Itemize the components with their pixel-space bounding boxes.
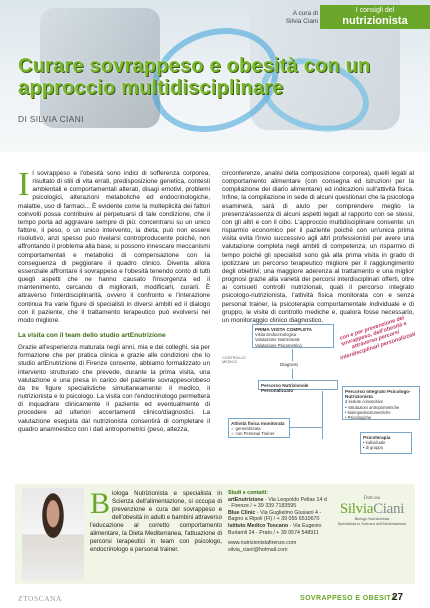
- author-bio: [90, 487, 222, 554]
- first-visit-box: [252, 324, 334, 348]
- physical-activity-box: [228, 418, 290, 438]
- section-heading: La visita con il team dello studio artEnutrizione: [18, 331, 166, 339]
- hero-image: [0, 0, 430, 152]
- footer-section-name: SOVRAPPESO E OBESITÀ: [300, 595, 397, 602]
- diagram-callout: con e per prevenzione del sovrappeso, dell'obesità e attraverso percorsi interdisciplinari personalizzati: [339, 315, 417, 362]
- studio-entry: [228, 523, 328, 536]
- studios-contacts: [228, 490, 328, 553]
- psychotherapy-line: • di gruppo: [363, 445, 384, 451]
- flow-arrow: [292, 349, 293, 361]
- email-link[interactable]: silvia_ciani@hotmail.com: [228, 546, 288, 553]
- bio-drop-cap: B: [90, 487, 111, 520]
- integrated-path-line: • Psicologiche: [345, 415, 372, 421]
- studio-name: artEnutrizione: [228, 496, 264, 503]
- medical-control-label: CONTROLLO MEDICO: [222, 356, 246, 364]
- psychotherapy-box: [360, 432, 412, 454]
- author-credit: [258, 10, 318, 26]
- intro-text: l sovrappeso e l'obesità sono indici di sofferenza corporea, risultato di stili di vita errati, predisposizione genetica, contesti ambientali e comportamentali alterati, disagi emotivi, problemi psicologici, alterazioni metaboliche ed endocrinologiche, malattie, uso di farmaci... È evidente come la molteplicità dei fattori coinvolti possa contribuire al perpetuarsi di tale condizione, che il tempo porta ad aggravare sempre di più: concentrarsi su un unico fattore, il peso, o un unico intervento, la dieta, può non essere risolutivo, anzi spesso può rivelarsi controproducente poiché, non affrontando il problema alla base, si possono innescare meccanismi comportamentali e metabolici di compensazione con la conseguenza di peggiorare il quadro clinico. Diventa allora essenziale affrontare il sovrappeso e l'obesità tenendo conto di tutti quegli aspetti che ne hanno causato l'insorgenza ed il mantenimento, cercando di migliorarli, modificarli, curarli. È attraverso l'interdisciplinarità, ovvero il confronto e l'interazione continua fra varie figure di specialisti in diversi ambiti ed il dialogo con il paziente, che il trattamento terapeutico può evolversi nel modo migliore.: [18, 170, 210, 324]
- studio-address: - Via Eugenio Burlamli 24 - Prato / + 39 0574 548911: [228, 522, 322, 536]
- flow-arrow: [322, 391, 323, 439]
- diagnosis-label: Diagnosi: [280, 362, 298, 367]
- integrated-path-line: • bioimpedenziometriche: [345, 409, 391, 415]
- website-link[interactable]: www.nutrizionistafirenze.com: [228, 540, 297, 547]
- studio-entry: [228, 510, 328, 523]
- credit-author: Silvia Ciani: [285, 18, 318, 25]
- logo-brand-last: Ciani: [373, 501, 405, 517]
- logo-brand-first: Silvia: [339, 501, 374, 517]
- integrated-path-line: • Valutazioni antropometriche: [345, 404, 400, 410]
- flow-arrow: [292, 369, 293, 379]
- first-visit-line: Valutazione Nutrizionale: [255, 337, 300, 343]
- physical-activity-title: Attività fisica monitorata: [231, 421, 285, 426]
- studio-entry: [228, 497, 328, 510]
- section-tab-line1: I consigli del: [355, 7, 395, 14]
- logo-subtitle: Biologo Nutrizionista: [354, 517, 390, 521]
- studio-name: Blue Clinic: [228, 509, 256, 516]
- drop-cap: I: [18, 166, 30, 203]
- first-visit-title: PRIMA VISITA COMPLETA: [255, 327, 312, 332]
- first-visit-line: Visita Endocrinologica: [255, 332, 297, 338]
- author-photo: [22, 488, 84, 580]
- section-tab: [320, 5, 430, 29]
- article-title: Curare sovrappeso e obesità con un approccio multidisciplinare: [18, 55, 371, 99]
- first-visit-line: Valutazione Psicometrica: [255, 342, 302, 348]
- article-byline: DI SILVIA CIANI: [18, 114, 84, 124]
- nutrition-path-title: Percorso Nutrizionale Personalizzato: [261, 383, 309, 394]
- intro-paragraph: [18, 166, 210, 325]
- text-column-2: [222, 170, 414, 325]
- psychotherapy-title: Psicoterapia: [363, 435, 391, 440]
- physical-activity-line: ✓ con Personal Trainer: [231, 431, 275, 437]
- section-tab-line2: nutrizionista: [342, 15, 408, 27]
- nutrition-path-box: [258, 380, 338, 394]
- psychotherapy-line: • individuale: [363, 440, 386, 446]
- page-number: 27: [392, 592, 404, 603]
- silvia-ciani-logo: [336, 496, 408, 526]
- bio-text: iologa Nutrizionista e specialista in Scienza dell'alimentazione, si occupa di prevenzione e cura del sovrappeso e dell'obesità in adulti e bambini attraverso l'educazione al corretto comportamento alimentare, la Dieta Mediterranea, l'attuazione di percorsi terapeutici in team con psicologo, endocrinologo e personal trainer.: [90, 490, 222, 553]
- studios-heading: Studi e contatti:: [228, 490, 269, 496]
- logo-subtitle: Specialista in Scienza dell'Alimentazione: [337, 521, 407, 526]
- credit-label: A cura di: [292, 10, 318, 17]
- text-column-1: [18, 166, 210, 434]
- physical-activity-line: ✓ generalizzata: [231, 426, 261, 432]
- flow-arrow: [290, 427, 322, 428]
- magazine-logo: ZTOSCANA: [18, 594, 62, 603]
- integrated-path-box: [342, 386, 420, 420]
- body-paragraph: circonferenze, analisi della composizione corporea), quelli legati al comportamento alimentare (con consegna ed istruzioni per la compilazione del diario alimentare) ed indicazioni sull'attività fisica. Infine, la compilazione in sede di alcuni questionari che la psicologa esaminerà, sarà di aiuto per comprendere meglio la presenza/assenza di alcuni aspetti legati al rapporto con se stessi, con gli altri e con il cibo. L'approccio multidisciplinare consente: un risparmio economico per il paziente poiché con un'unica prima visita evita l'invio successivo agli altri professionisti per avere una valutazione completa negli ambiti di competenza; un risparmio di tempo poiché gli specialisti sono già alla prima visita in grado di ipotizzare un percorso terapeutico migliore per il raggiungimento degli obiettivi; una maggiore aderenza al trattamento e una miglior prognosi grazie alla varietà dei percorsi interdisciplinari offerti, oltre ai consueti controlli nutrizionali, quali il percorso integrato psicologo-nutrizionista, l'attività fisica monitorata con e senza personal trainer, la psicoterapia comportamentale individuale e di gruppo, le visite di controllo mediche e, qualora fosse necessario, un monitoraggio clinico diagnostico.: [222, 170, 414, 324]
- studio-address: - Via Guglielmo Giusiani 4 - Bagno a Ripoli (FI) / + 39 055 6510670: [228, 509, 322, 523]
- integrated-path-title: Percorso Integrato Psicologo-Nutrizionista: [345, 389, 411, 400]
- logo-title: Dott.ssa: [363, 496, 381, 501]
- studio-address: - Via Leopoldo Pellas 14 d - Firenze / + 39 339 7183595: [228, 496, 327, 510]
- studio-name: Istituto Medico Toscano: [228, 522, 289, 529]
- logo-brand: [336, 501, 408, 517]
- integrated-path-line: 3 sedute conoscitive: [345, 399, 383, 405]
- section-paragraph: Grazie all'esperienza maturata negli anni, mia e dei colleghi, sia per formazione che per pratica clinica e grazie alle condizioni che lo studio artEnutrizione di Firenze consente, abbiamo formalizzato un intervento strutturato che prevede, durante la prima visita, una valutazione e una presa in carico del paziente sovrappeso/obeso da tre figure specialistiche simultaneamente: il medico, il nutrizionista e lo psicologo. La visita con l'endocrinologo permetterà di inquadrare clinicamente il paziente ed eventualmente di procedere ad ulteriori accertamenti clinico/diagnostici. La valutazione eseguita dal nutrizionista consentirà di completare il quadro anamnestico con i dati antropometrici (peso, altezza,: [18, 344, 210, 433]
